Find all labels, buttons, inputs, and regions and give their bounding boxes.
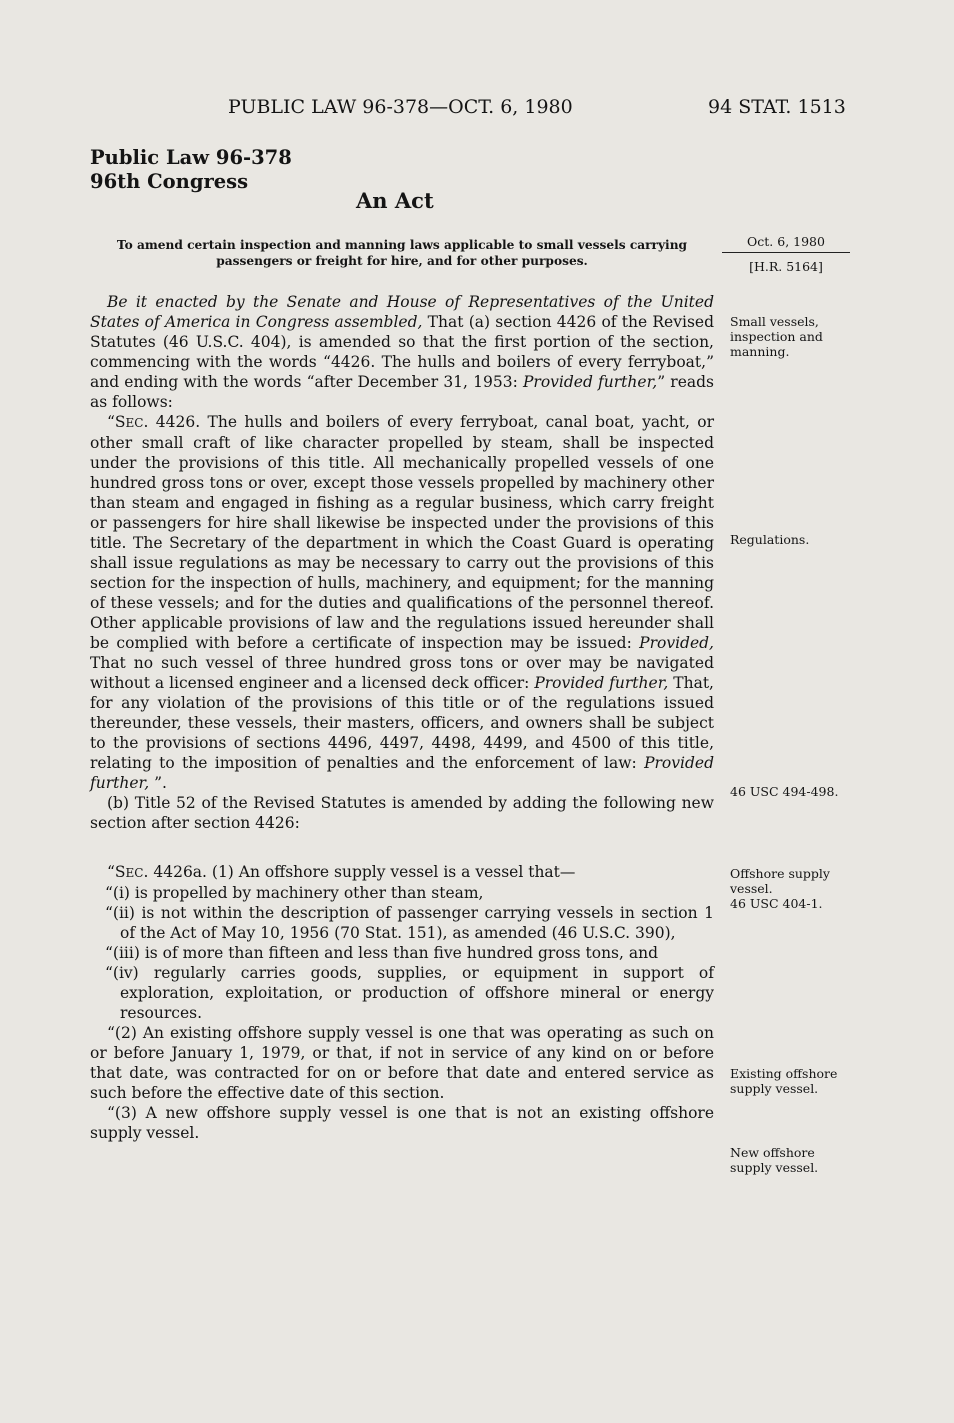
- item-i: “(i) is propelled by machinery other than steam,: [105, 884, 484, 902]
- margin-note-new-offshore: New offshore supply vessel.: [730, 1145, 819, 1175]
- congress-number: 96th Congress: [90, 170, 249, 193]
- paragraph-2: “(2) An existing offshore supply vessel is one that was operating as such on or before January 1, 1979, or that, if not in service of any kind on or before that date, was contracted for on or before that date and entered service as such before the effective date of this section.: [90, 1024, 714, 1102]
- item-iv: “(iv) regularly carries goods, supplies, or equipment in support of exploration, exploitation, or production of offshore mineral or energy resources.: [105, 964, 714, 1022]
- section-4426a-heading: “SEC. 4426a. (1) An offshore supply vessel is a vessel that—: [107, 863, 576, 881]
- act-title: An Act: [356, 188, 434, 213]
- margin-note-usc-404: 46 USC 404-1.: [730, 896, 823, 911]
- margin-note-regulations: Regulations.: [730, 532, 810, 547]
- enactment-date-note: [722, 234, 850, 275]
- enacting-section: [90, 292, 714, 833]
- paragraph-3: “(3) A new offshore supply vessel is one that is not an existing offshore supply vessel.: [90, 1104, 714, 1142]
- margin-note-usc-494: 46 USC 494-498.: [730, 784, 839, 799]
- header-stat-page: 94 STAT. 1513: [708, 96, 846, 118]
- purpose-line-2: passengers or freight for hire, and for other purposes.: [216, 254, 588, 268]
- margin-note-offshore-supply: Offshore supply vessel.: [730, 866, 830, 896]
- margin-note-small-vessels: Small vessels, inspection and manning.: [730, 314, 823, 359]
- purpose-line-1: To amend certain inspection and manning laws applicable to small vessels carrying: [116, 238, 688, 252]
- section-4426-text: “SEC. 4426. The hulls and boilers of every ferryboat, canal boat, yacht, or other small craft of like character propelled by steam, shall be inspected under the provisions of this title. All mechanically propelled vessels of one hundred gross tons or over, except those vessels propelled by machinery other than steam and engaged in fishing as a regular business, which carry freight or passengers for hire shall likewise be inspected under the provisions of this title. The Secretary of the department in which the Coast Guard is operating shall issue regulations as may be necessary to carry out the provisions of this section for the inspection of hulls, machinery, and equipment; for the manning of these vessels; and for the duties and qualifications of the personnel thereof. Other applicable provisions of law and the regulations issued hereunder shall be complied with before a certificate of inspection may be issued: Provided, That no such vessel of three hundred gross tons or over may be navigated without a licensed engineer and a licensed deck officer: Provided further, That, for any violation of the provisions of this title or of the regulations issued thereunder, these vessels, their masters, officers, and owners shall be subject to the provisions of sections 4496, 4497, 4498, 4499, and 4500 of this title, relating to the imposition of penalties and the enforcement of law: Provided further, ”.: [90, 413, 714, 792]
- act-purpose: [90, 237, 714, 269]
- subsection-b: (b) Title 52 of the Revised Statutes is amended by adding the following new section after section 4426:: [90, 794, 714, 832]
- item-iii: “(iii) is of more than fifteen and less than five hundred gross tons, and: [105, 944, 659, 962]
- public-law-number: Public Law 96-378: [90, 146, 292, 169]
- page-header: [0, 96, 954, 126]
- margin-note-existing-offshore: Existing offshore supply vessel.: [730, 1066, 838, 1096]
- enacting-clause: Be it enacted by the Senate and House of Representatives of the United States of America in Congress assembled, That (a) section 4426 of the Revised Statutes (46 U.S.C. 404), is amended so that the first portion of the section, commencing with the words “4426. The hulls and boilers of every ferryboat,” and ending with the words “after December 31, 1953: Provided further,” reads as follows:: [90, 293, 714, 411]
- section-4426a: [90, 862, 714, 1143]
- item-ii: “(ii) is not within the description of passenger carrying vessels in section 1 of the Act of May 10, 1956 (70 Stat. 151), as amended (46 U.S.C. 390),: [105, 904, 714, 942]
- enactment-date: Oct. 6, 1980: [722, 234, 850, 253]
- enacting-formula: Be it enacted by the Senate and House of Representatives of the United States of America in Congress assembled,: [90, 293, 714, 331]
- header-title: PUBLIC LAW 96-378—OCT. 6, 1980: [228, 96, 573, 118]
- bill-number: [H.R. 5164]: [749, 259, 823, 274]
